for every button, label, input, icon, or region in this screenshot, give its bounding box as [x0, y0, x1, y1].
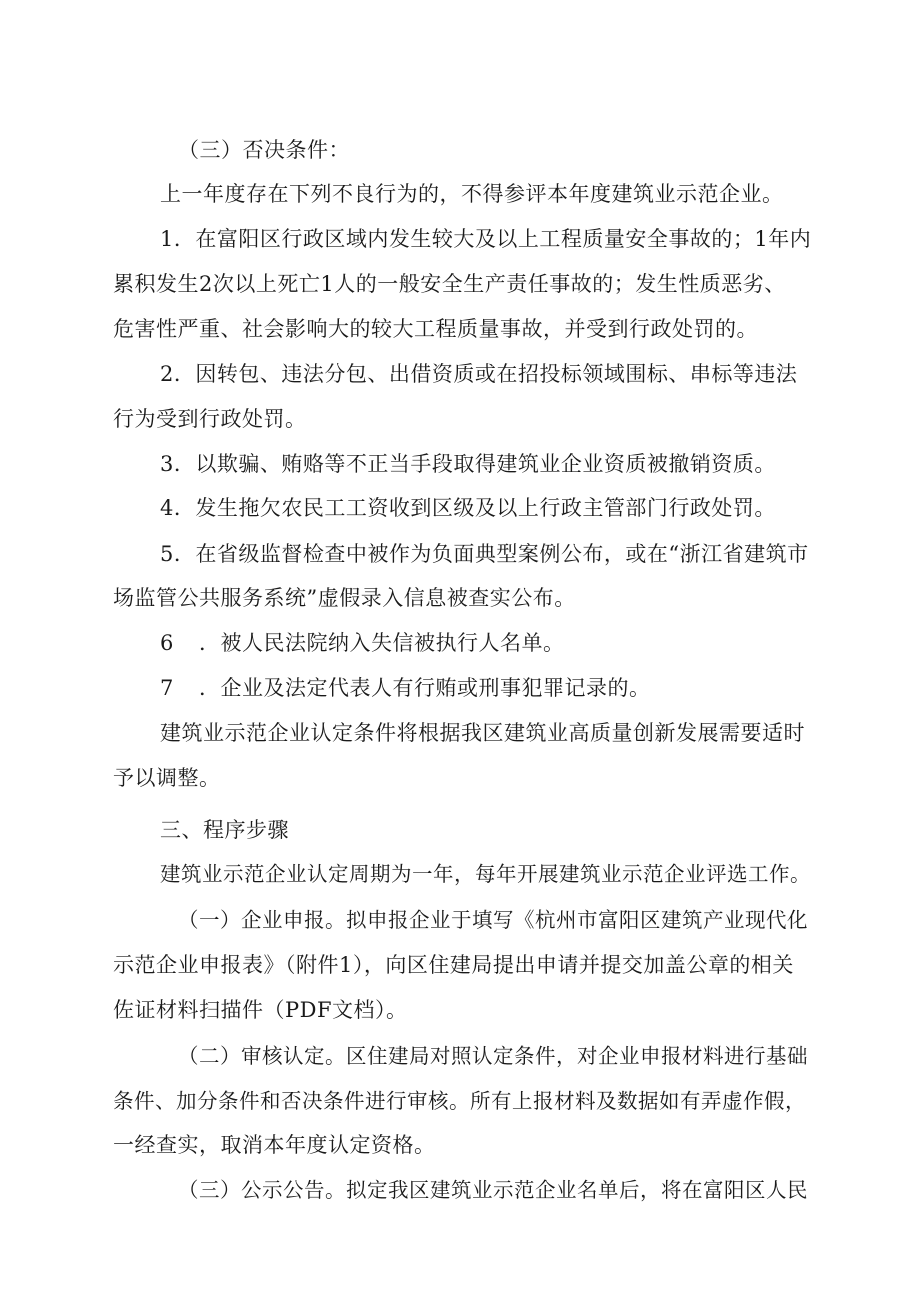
list-item-5-line-2: 场监管公共服务系统”虚假录入信息被查实公布。 — [113, 586, 576, 610]
step-3-line-1: （三）公示公告。拟定我区建筑业示范企业名单后，将在富阳区人民 — [178, 1178, 808, 1202]
step-1-line-1: （一）企业申报。拟申报企业于填写《杭州市富阳区建筑产业现代化 — [178, 908, 808, 932]
list-item-2-line-1: 2．因转包、违法分包、出借资质或在招投标领域围标、串标等违法 — [160, 362, 798, 386]
list-item-4: 4．发生拖欠农民工工资收到区级及以上行政主管部门行政处罚。 — [160, 496, 776, 520]
step-1-line-3: 佐证材料扫描件（PDF文档）。 — [113, 998, 408, 1022]
paragraph-adjustment-line-2: 予以调整。 — [113, 766, 221, 790]
list-item-1-line-3: 危害性严重、社会影响大的较大工程质量事故，并受到行政处罚的。 — [113, 317, 758, 341]
step-2-line-1: （二）审核认定。区住建局对照认定条件，对企业申报材料进行基础 — [178, 1044, 808, 1068]
section-heading-procedure: 三、程序步骤 — [160, 818, 289, 842]
list-item-5-line-1: 5．在省级监督检查中被作为负面典型案例公布，或在“浙江省建筑市 — [160, 542, 809, 566]
list-item-1-line-2: 累积发生2次以上死亡1人的一般安全生产责任事故的；发生性质恶劣、 — [113, 272, 786, 296]
list-item-7: 7 ．企业及法定代表人有行贿或刑事犯罪记录的。 — [160, 676, 651, 700]
step-2-line-3: 一经查实，取消本年度认定资格。 — [113, 1133, 436, 1157]
paragraph-adjustment-line-1: 建筑业示范企业认定条件将根据我区建筑业高质量创新发展需要适时 — [160, 721, 805, 745]
paragraph-line: 上一年度存在下列不良行为的，不得参评本年度建筑业示范企业。 — [160, 182, 784, 206]
step-1-line-2: 示范企业申报表》（附件1），向区住建局提出申请并提交加盖公章的相关 — [113, 953, 794, 977]
list-item-3: 3．以欺骗、贿赂等不正当手段取得建筑业企业资质被撤销资质。 — [160, 452, 776, 476]
list-item-2-line-2: 行为受到行政处罚。 — [113, 407, 307, 431]
step-2-line-2: 条件、加分条件和否决条件进行审核。所有上报材料及数据如有弄虚作假， — [113, 1089, 806, 1113]
section-heading-veto-conditions: （三）否决条件： — [178, 138, 350, 162]
list-item-1-line-1: 1．在富阳区行政区域内发生较大及以上工程质量安全事故的；1年内 — [160, 227, 812, 251]
paragraph-cycle: 建筑业示范企业认定周期为一年，每年开展建筑业示范企业评选工作。 — [160, 862, 811, 886]
list-item-6: 6 ．被人民法院纳入失信被执行人名单。 — [160, 631, 565, 655]
